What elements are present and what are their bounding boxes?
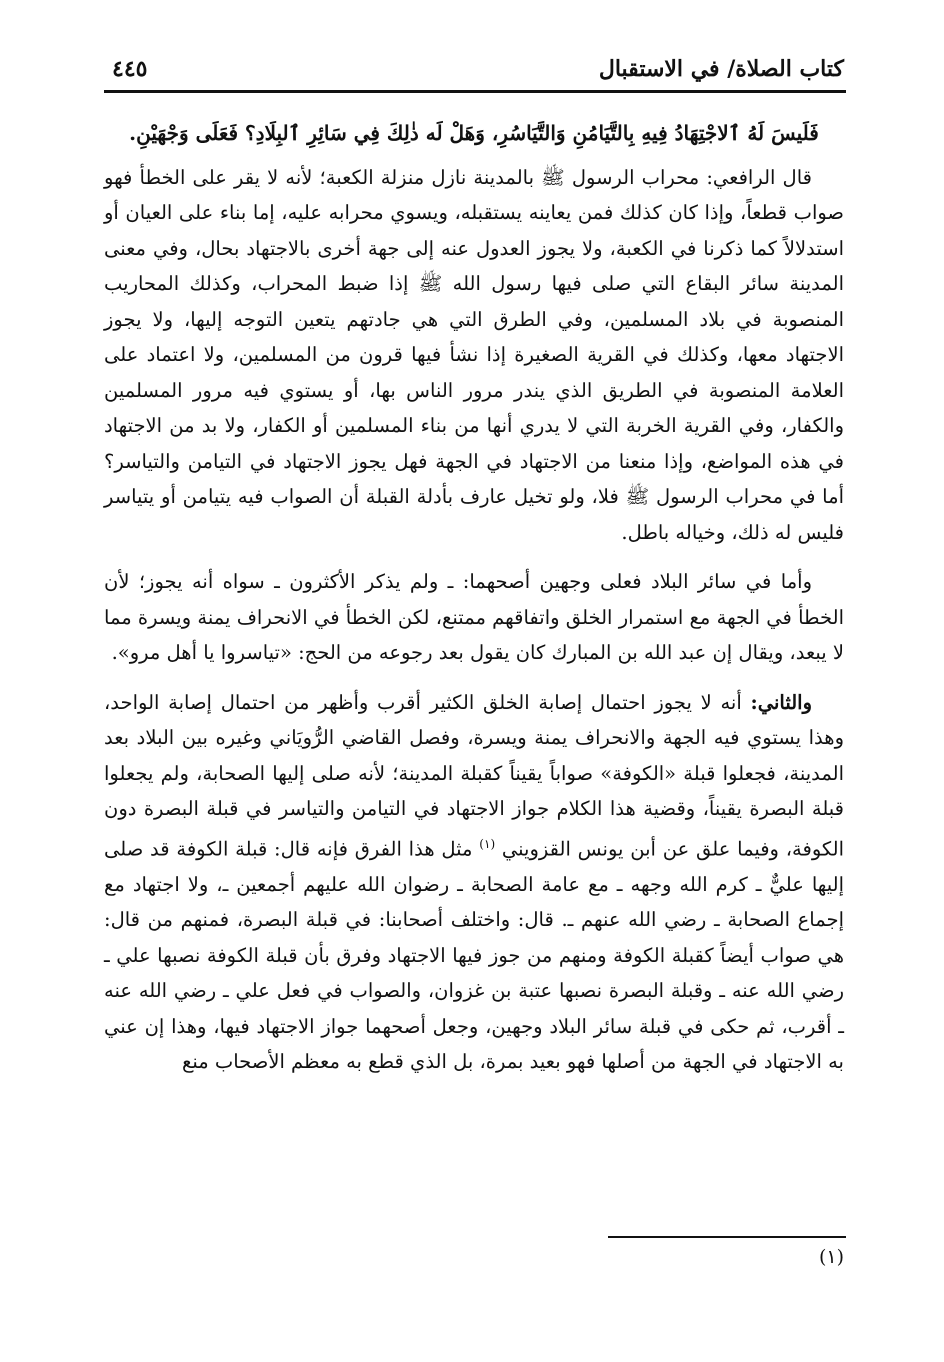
paragraph-second-view: [104, 685, 844, 1080]
page-number: ٤٤٥: [112, 56, 148, 82]
header-rule: [104, 90, 846, 93]
second-view-lead: والثاني:: [750, 690, 812, 714]
page-header: [104, 52, 844, 88]
second-view-text-b: مثل هذا الفرق فإنه قال: قبلة الكوفة قد صلى إليها عليٌّ ـ كرم الله وجهه ـ مع عامة الصحابة ـ رضوان الله عليهم أجمعين ـ، ولا اجتهاد مع إجماع الصحابة ـ رضي الله عنهم ـ. قال: واختلف أصحابنا: في قبلة البصرة، فمنهم من قال: هي صواب أيضاً كقبلة الكوفة ومنهم من جوز فيها الاجتهاد وفرق بأن قبلة الكوفة نصبها علي ـ رضي الله عنه ـ وقبلة البصرة نصبها عتبة بن غزوان، والصواب في فعل علي ـ رضي الله عنه ـ أقرب، ثم حكى في قبلة سائر البلاد وجهين، وجعل أصحهما جواز الاجتهاد فيها، وهذا إن عني به الاجتهاد في الجهة من أصلها فهو بعيد بمرة، بل الذي قطع به معظم الأصحاب منع: [104, 837, 844, 1073]
running-title: كتاب الصلاة/ في الاستقبال: [598, 56, 844, 82]
footnote-marker: (١): [818, 1246, 844, 1268]
paragraph-rafii: قال الرافعي: محراب الرسول ﷺ بالمدينة نازل منزلة الكعبة؛ لأنه لا يقر على الخطأ فهو صواب قطعاً، وإذا كان كذلك فمن يعاينه يستقبله، ويسوي محرابه عليه، إما بناء على العيان أو استدلالاً كما ذكرنا في الكعبة، ولا يجوز العدول عنه إلى جهة أخرى بالاجتهاد بحال، وفي معنى المدينة سائر البقاع التي صلى فيها رسول الله ﷺ إذا ضبط المحراب، وكذلك المحاريب المنصوبة في بلاد المسلمين، وفي الطرق التي هي جادتهم يتعين التوجه إليها، ولا يجوز الاجتهاد معها، وكذلك في القرية الصغيرة إذا نشأ فيها قرون من المسلمين، ولا اعتماد على العلامة المنصوبة في الطريق الذي يندر مرور الناس بها، أو يستوي فيه مرور المسلمين والكفار، وفي القرية الخربة التي لا يدري أنها من بناء المسلمين أو الكفار، ولا بد من الاجتهاد في هذه المواضع، وإذا منعنا من الاجتهاد في الجهة فهل يجوز الاجتهاد في التيامن والتياسر؟ أما في محراب الرسول ﷺ فلا، ولو تخيل عارف بأدلة القبلة أن الصواب فيه يتيامن أو يتياسر فليس له ذلك، وخياله باطل.: [104, 165, 844, 544]
paragraph-first-view: وأما في سائر البلاد فعلى وجهين أصحهما: ـ ولم يذكر الأكثرون ـ سواه أنه يجوز؛ لأن الخطأ في الجهة مع استمرار الخلق واتفاقهم ممتنع، لكن الخطأ في الانحراف يمنة ويسرة مما لا يبعد، ويقال إن عبد الله بن المبارك كان يقول بعد رجوعه من الحج: «تياسروا يا أهل مرو».: [104, 570, 844, 664]
main-text: [104, 116, 844, 1080]
footnote-reference: (١): [479, 836, 496, 851]
second-view-text-a: أنه لا يجوز احتمال إصابة الخلق الكثير أقرب وأظهر من احتمال إصابة الواحد، وهذا يستوي فيه الجهة والانحراف يمنة ويسرة، وفصل القاضي الرُّويَاني وغيره بين البلاد بعد المدينة، فجعلوا قبلة «الكوفة» صواباً يقيناً كقبلة المدينة؛ لأنه صلى إليها الصحابة، ولم يجعلوا قبلة البصرة يقيناً، وقضية هذا الكلام جواز الاجتهاد في التيامن والتياسر في قبلة البصرة دون الكوفة، وفيما علق عن أبن يونس القزويني: [104, 690, 845, 860]
footnote-rule: [608, 1236, 846, 1238]
footnote: [544, 1246, 844, 1268]
matn-quote: فَلَيسَ لَهُ ٱلاجْتِهَادُ فِيهِ بِالتَّيَامُنِ وَالتَّيَاسُرِ، وَهَلْ لَه ذٰلِكَ فِي سَائِرِ ٱلبِلَادِ؟ فَعَلَى وَجْهَيْنِ.: [129, 121, 819, 145]
